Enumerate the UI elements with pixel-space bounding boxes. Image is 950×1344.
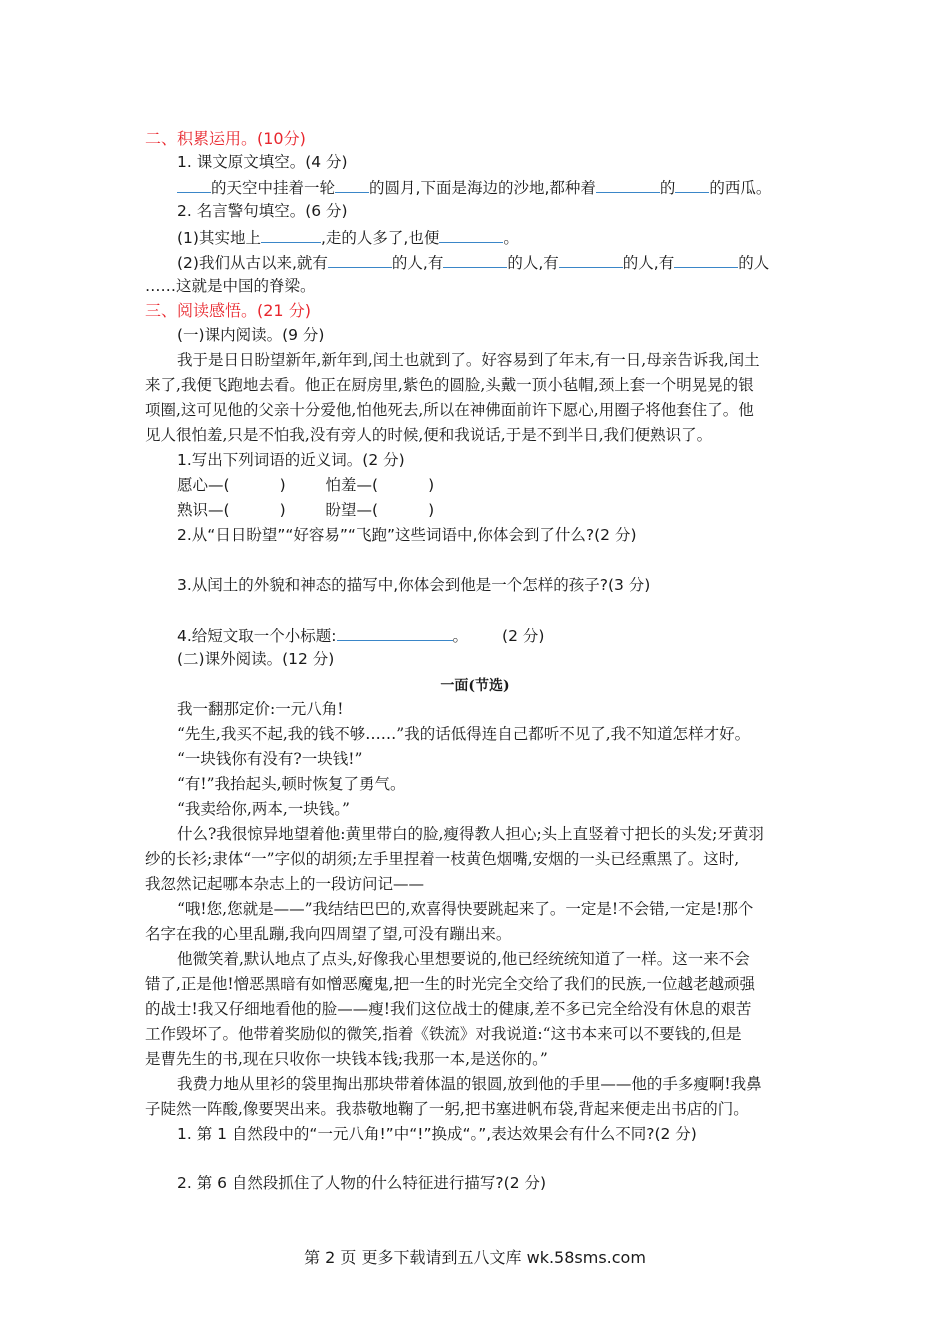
part-1-heading: (一)课内阅读。(9 分) [177, 326, 325, 344]
story-line: 的战士!我又仔细地看他的脸——瘦!我们这位战士的健康,差不多已完全给没有休息的艰苦 [145, 1000, 752, 1018]
question-1-fill-line: 的天空中挂着一轮 的圆月,下面是海边的沙地,都种着 的 的西瓜。 [177, 174, 771, 200]
passage-1-line: 来了,我便飞跑地去看。他正在厨房里,紫色的圆脸,头戴一顶小毡帽,颈上套一个明晃晃的银 [145, 376, 754, 394]
question-2-1-line: (1)其实地上 ,走的人多了,也便 。 [177, 224, 519, 250]
story-line: 名字在我的心里乱蹦,我向四周望了望,可没有蹦出来。 [145, 925, 512, 943]
extra-reading-question-1: 1. 第 1 自然段中的“一元八角!”中“!”换成“。”,表达效果会有什么不同?(2 分) [177, 1125, 697, 1143]
story-line: “一块钱你有没有?一块钱!” [177, 750, 363, 768]
question-2-heading: 2. 名言警句填空。(6 分) [177, 202, 348, 220]
passage-1-line: 项圈,这可见他的父亲十分爱他,怕他死去,所以在神佛面前许下愿心,用圈子将他套住了。他 [145, 401, 754, 419]
story-line: “有!”我抬起头,顿时恢复了勇气。 [177, 775, 406, 793]
story-line: 我费力地从里衫的袋里掏出那块带着体温的银圆,放到他的手里——他的手多瘦啊!我鼻 [177, 1075, 762, 1093]
answer-blank[interactable] [177, 174, 211, 193]
story-title: 一面(节选) [440, 678, 510, 694]
story-line: 错了,正是他!憎恶黑暗有如憎恶魔鬼,把一生的时光完全交给了我们的民族,一位越老越顽强 [145, 975, 756, 993]
story-line: 什么?我很惊异地望着他:黄里带白的脸,瘦得教人担心;头上直竖着寸把长的头发;牙黄羽 [177, 825, 764, 843]
synonym-row-1: 愿心—( ) 怕羞—( ) [177, 476, 435, 494]
reading-question-2: 2.从“日日盼望”“好容易”“飞跑”这些词语中,你体会到了什么?(2 分) [177, 526, 637, 544]
answer-blank[interactable] [328, 249, 392, 268]
answer-blank[interactable] [674, 249, 738, 268]
story-line: “我卖给你,两本,一块钱。” [177, 800, 350, 818]
story-line: 子陡然一阵酸,像要哭出来。我恭敬地鞠了一躬,把书塞进帆布袋,背起来便走出书店的门。 [145, 1100, 749, 1118]
section-title-reading: 三、阅读感悟。(21 分) [145, 301, 311, 320]
question-1-heading: 1. 课文原文填空。(4 分) [177, 153, 348, 171]
story-line: 我一翻那定价:一元八角! [177, 700, 344, 718]
section-title-accumulation: 二、积累运用。(10分) [145, 129, 306, 148]
story-line: 纱的长衫;隶体“一”字似的胡须;左手里捏着一枝黄色烟嘴,安烟的一头已经熏黑了。这时, [145, 850, 740, 868]
synonym-row-2: 熟识—( ) 盼望—( ) [177, 501, 435, 519]
page-footer: 第 2 页 更多下载请到五八文库 wk.58sms.com [304, 1248, 646, 1267]
story-line: “先生,我买不起,我的钱不够……”我的话低得连自己都听不见了,我不知道怎样才好。 [177, 725, 751, 743]
story-line: 工作毁坏了。他带着奖励似的微笑,指着《铁流》对我说道:“这书本来可以不要钱的,但是 [145, 1025, 742, 1043]
reading-question-1: 1.写出下列词语的近义词。(2 分) [177, 451, 405, 469]
answer-blank[interactable] [439, 224, 503, 243]
passage-1-line: 见人很怕羞,只是不怕我,没有旁人的时候,便和我说话,于是不到半日,我们便熟识了。 [145, 426, 713, 444]
answer-blank[interactable] [261, 224, 321, 243]
story-line: 他微笑着,默认地点了点头,好像我心里想要说的,他已经统统知道了一样。这一来不会 [177, 950, 750, 968]
part-2-heading: (二)课外阅读。(12 分) [177, 650, 335, 668]
passage-1-line: 我于是日日盼望新年,新年到,闰土也就到了。好容易到了年末,有一日,母亲告诉我,闰土 [177, 351, 760, 369]
story-line: 我忽然记起哪本杂志上的一段访问记—— [145, 875, 425, 893]
answer-blank[interactable] [675, 174, 709, 193]
question-2-2-tail: ……这就是中国的脊梁。 [145, 277, 316, 295]
story-line: 是曹先生的书,现在只收你一块钱本钱;我那一本,是送你的。” [145, 1050, 548, 1068]
answer-blank[interactable] [596, 174, 660, 193]
answer-blank[interactable] [335, 174, 369, 193]
answer-blank[interactable] [559, 249, 623, 268]
reading-question-4: 4.给短文取一个小标题: 。 (2 分) [177, 622, 544, 648]
reading-question-3: 3.从闰土的外貌和神态的描写中,你体会到他是一个怎样的孩子?(3 分) [177, 576, 651, 594]
title-answer-blank[interactable] [337, 622, 453, 641]
extra-reading-question-2: 2. 第 6 自然段抓住了人物的什么特征进行描写?(2 分) [177, 1174, 547, 1192]
question-2-2-line: (2)我们从古以来,就有 的人,有 的人,有 的人,有 的人 [177, 249, 769, 275]
answer-blank[interactable] [443, 249, 507, 268]
story-line: “哦!您,您就是——”我结结巴巴的,欢喜得快要跳起来了。一定是!不会错,一定是!那个 [177, 900, 754, 918]
